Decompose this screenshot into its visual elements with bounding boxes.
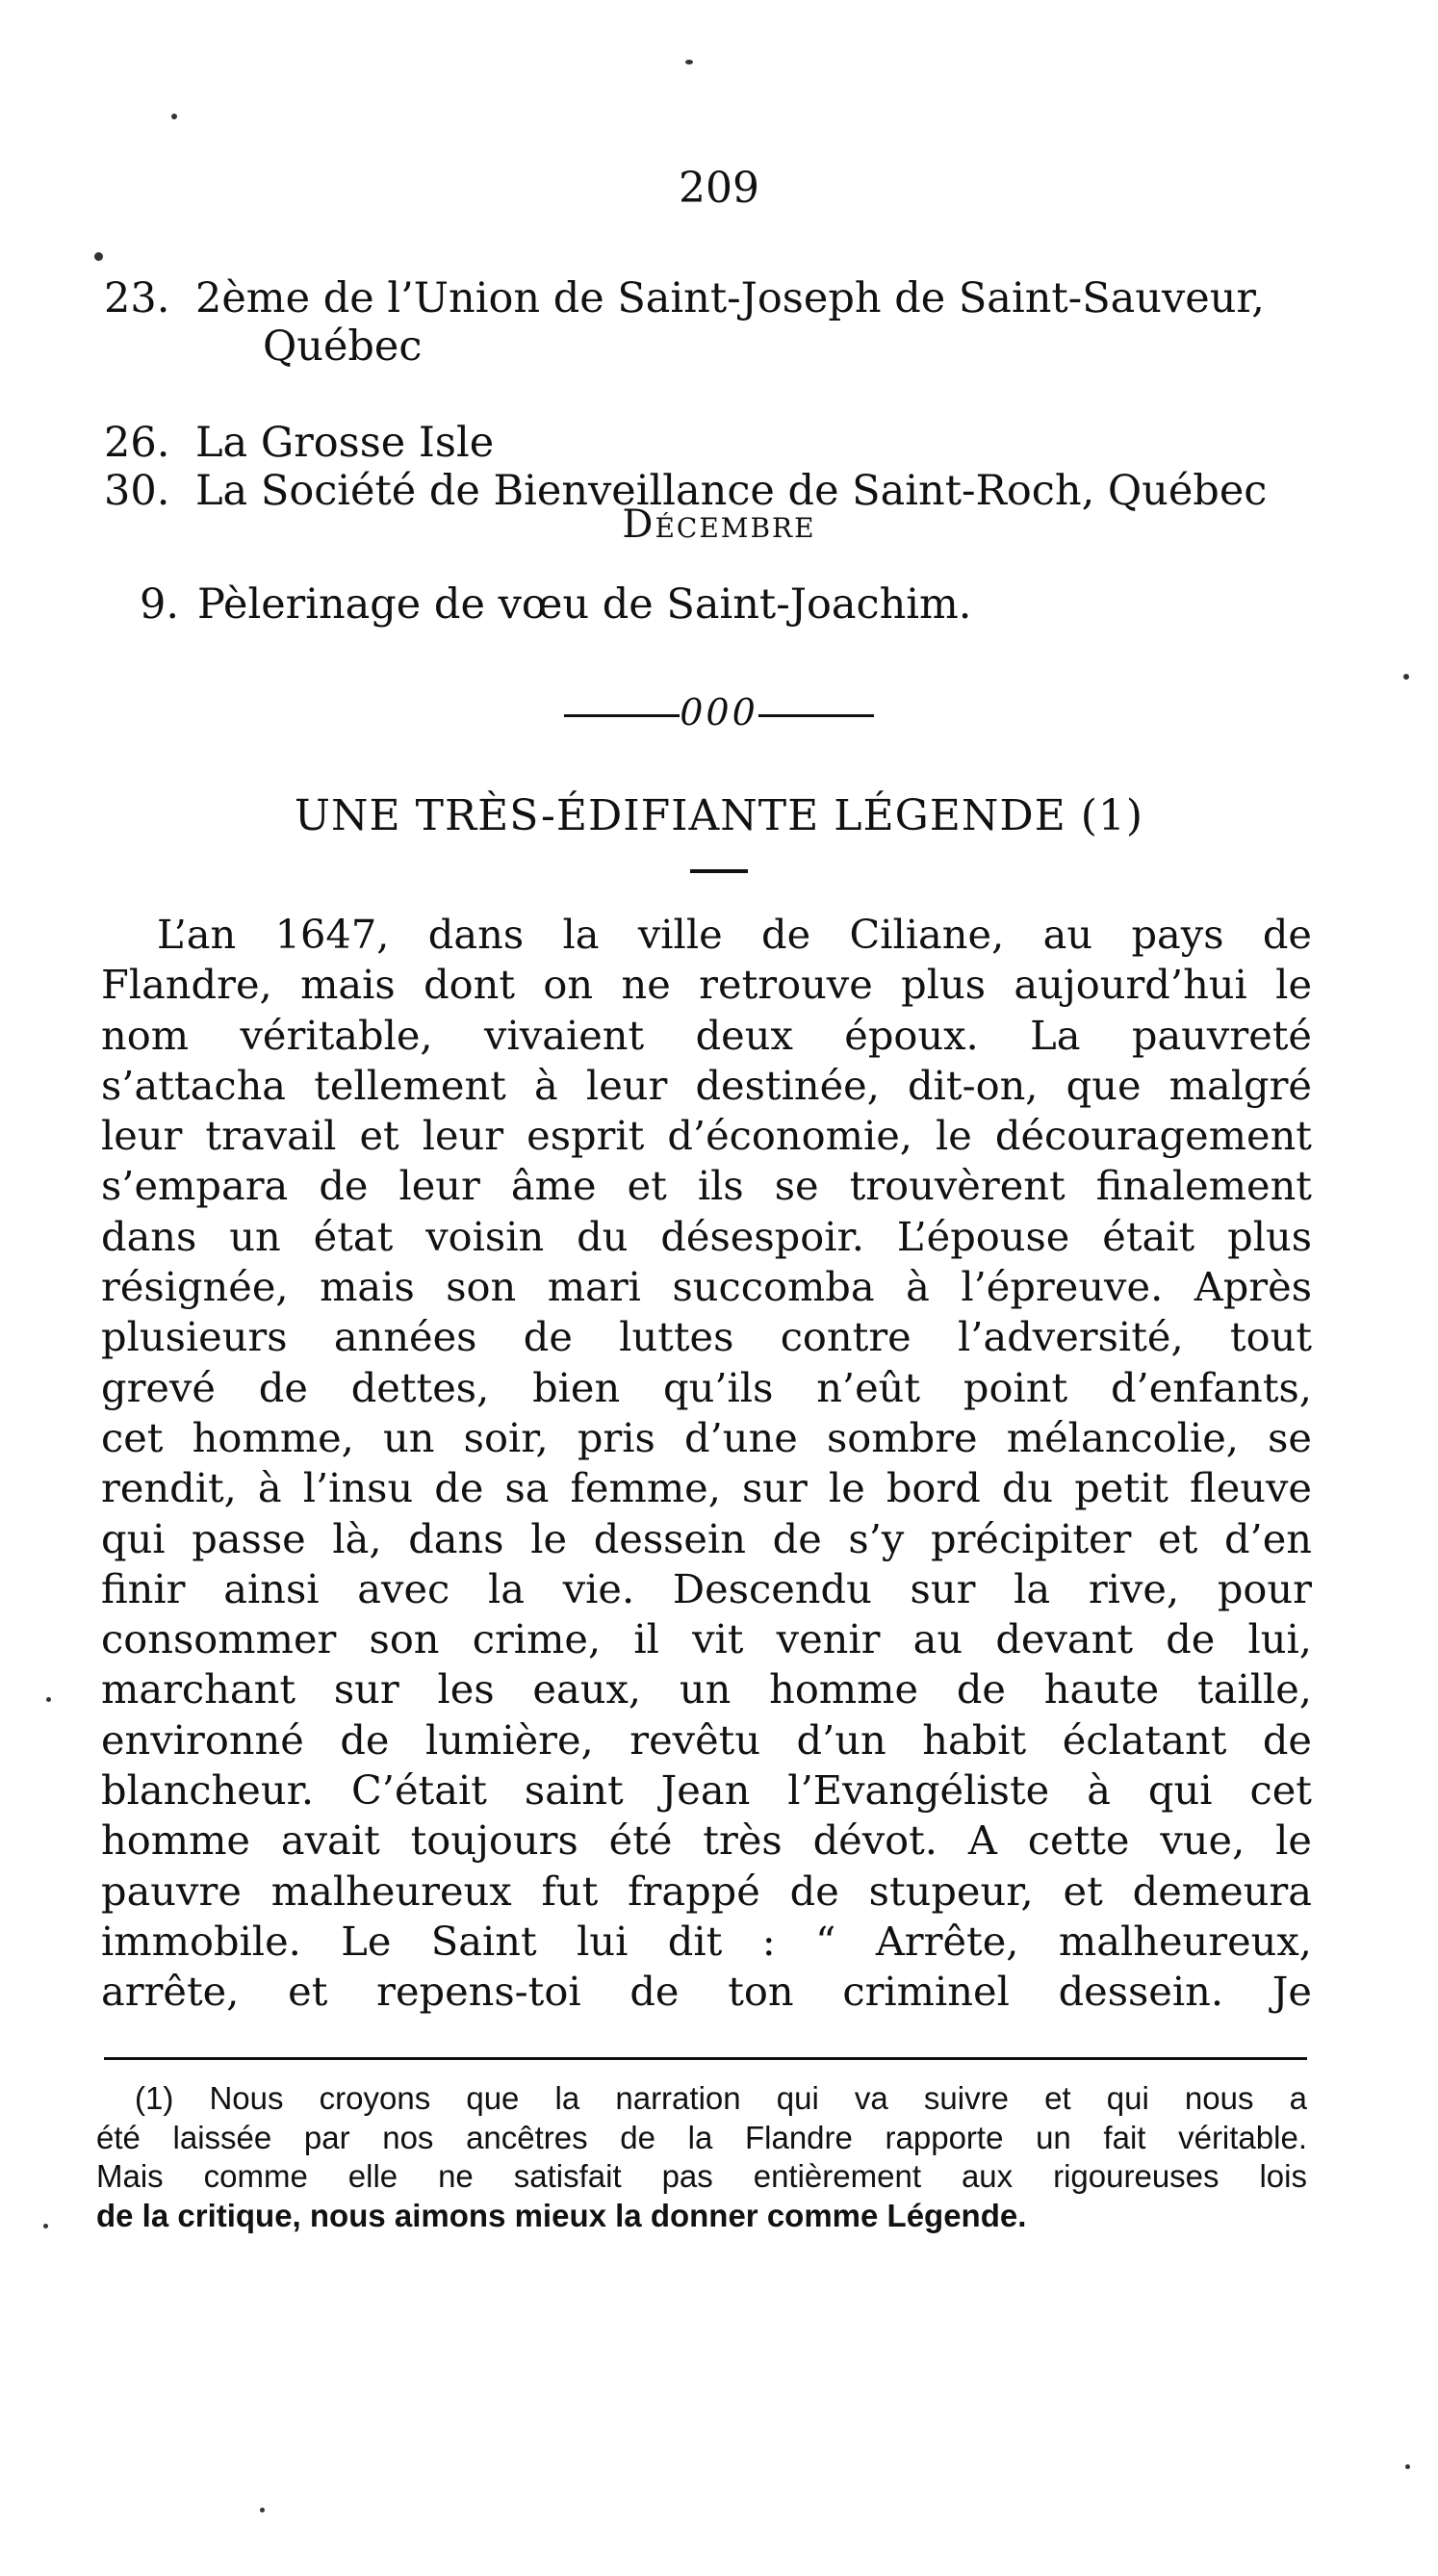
text-line: qui passe là, dans le dessein de s’y précipiter et d’en <box>101 1514 1312 1562</box>
entry-number: 26. <box>104 419 170 467</box>
entry-line: 2ème de l’Union de Saint-Joseph de Saint-Sauveur, <box>195 274 1265 322</box>
body-text <box>101 910 1312 2018</box>
text-line: rendit, à l’insu de sa femme, sur le bord du petit fleuve <box>101 1464 1312 1512</box>
entry-number: 30. <box>104 467 170 515</box>
text-line: pauvre malheureux fut frappé de stupeur, et demeura <box>101 1867 1312 1915</box>
ornament-dash <box>564 714 680 717</box>
footnote <box>96 2079 1307 2235</box>
text-line: L’an 1647, dans la ville de Ciliane, au pays de <box>157 911 1312 958</box>
text-line: Flandre, mais dont on ne retrouve plus aujourd’hui le <box>101 961 1312 1009</box>
text-line: s’attacha tellement à leur destinée, dit-on, que malgré <box>101 1061 1312 1109</box>
ornament-text: 000 <box>680 691 758 734</box>
footnote-line: de la critique, nous aimons mieux la donner comme Légende. <box>96 2197 1027 2233</box>
footnote-line: Mais comme elle ne satisfait pas entièrement aux rigoureuses lois <box>96 2158 1307 2194</box>
text-line: homme avait toujours été très dévot. A cette vue, le <box>101 1816 1312 1865</box>
text-line: résignée, mais son mari succomba à l’épreuve. Après <box>101 1263 1312 1311</box>
entry-line: Québec <box>263 322 423 371</box>
december-entry <box>140 580 971 629</box>
text-line: leur travail et leur esprit d’économie, le découragement <box>101 1112 1312 1160</box>
title-rule <box>690 869 748 873</box>
text-line: plusieurs années de luttes contre l’adversité, tout <box>101 1313 1312 1361</box>
scan-speck <box>685 60 693 64</box>
scan-speck <box>260 2508 265 2512</box>
entry-text: La Société de Bienveillance de Saint-Roch, Québec <box>195 467 1268 515</box>
entry-number: 23. <box>104 274 170 322</box>
entry-number: 9. <box>140 580 180 629</box>
scan-speck <box>43 2224 48 2228</box>
text-line: environné de lumière, revêtu d’un habit éclatant de <box>101 1715 1312 1764</box>
text-line: immobile. Le Saint lui dit : “ Arrête, malheureux, <box>101 1917 1312 1965</box>
footnote-rule <box>104 2057 1307 2060</box>
text-line: marchant sur les eaux, un homme de haute taille, <box>101 1665 1312 1713</box>
scan-speck <box>171 114 177 119</box>
text-line: s’empara de leur âme et ils se trouvèrent finalement <box>101 1162 1312 1210</box>
text-line: nom véritable, vivaient deux époux. La pauvreté <box>101 1011 1312 1059</box>
text-line: grevé de dettes, bien qu’ils n’eût point d’enfants, <box>101 1363 1312 1411</box>
entry-text <box>195 274 1355 419</box>
list-item <box>104 419 1355 467</box>
month-heading: Décembre <box>622 502 816 547</box>
text-line: blancheur. C’était saint Jean l’Evangéliste à qui cet <box>101 1766 1312 1815</box>
text-line: consommer son crime, il vit venir au devant de lui, <box>101 1615 1312 1663</box>
text-line: finir ainsi avec la vie. Descendu sur la rive, pour <box>101 1564 1312 1612</box>
page-number: 209 <box>679 164 759 213</box>
text-line: dans un état voisin du désespoir. L’épouse était plus <box>101 1212 1312 1260</box>
section-ornament <box>0 688 1438 736</box>
text-line: cet homme, un soir, pris d’une sombre mélancolie, se <box>101 1413 1312 1461</box>
text-line: arrête, et repens-toi de ton criminel dessein. Je <box>101 1968 1312 2016</box>
entry-text: Pèlerinage de vœu de Saint-Joachim. <box>197 580 972 629</box>
scan-speck <box>94 252 103 261</box>
footnote-line: (1) Nous croyons que la narration qui va suivre et qui nous a <box>135 2080 1307 2116</box>
november-entries <box>104 274 1355 515</box>
entry-text: La Grosse Isle <box>195 419 495 467</box>
footnote-line: été laissée par nos ancêtres de la Flandre rapporte un fait véritable. <box>96 2119 1307 2155</box>
section-title: UNE TRÈS-ÉDIFIANTE LÉGENDE (1) <box>294 791 1144 840</box>
scan-speck <box>1405 2464 1410 2469</box>
ornament-dash <box>758 714 874 717</box>
list-item <box>104 274 1355 419</box>
scan-speck <box>46 1697 51 1702</box>
scan-speck <box>1403 674 1409 680</box>
